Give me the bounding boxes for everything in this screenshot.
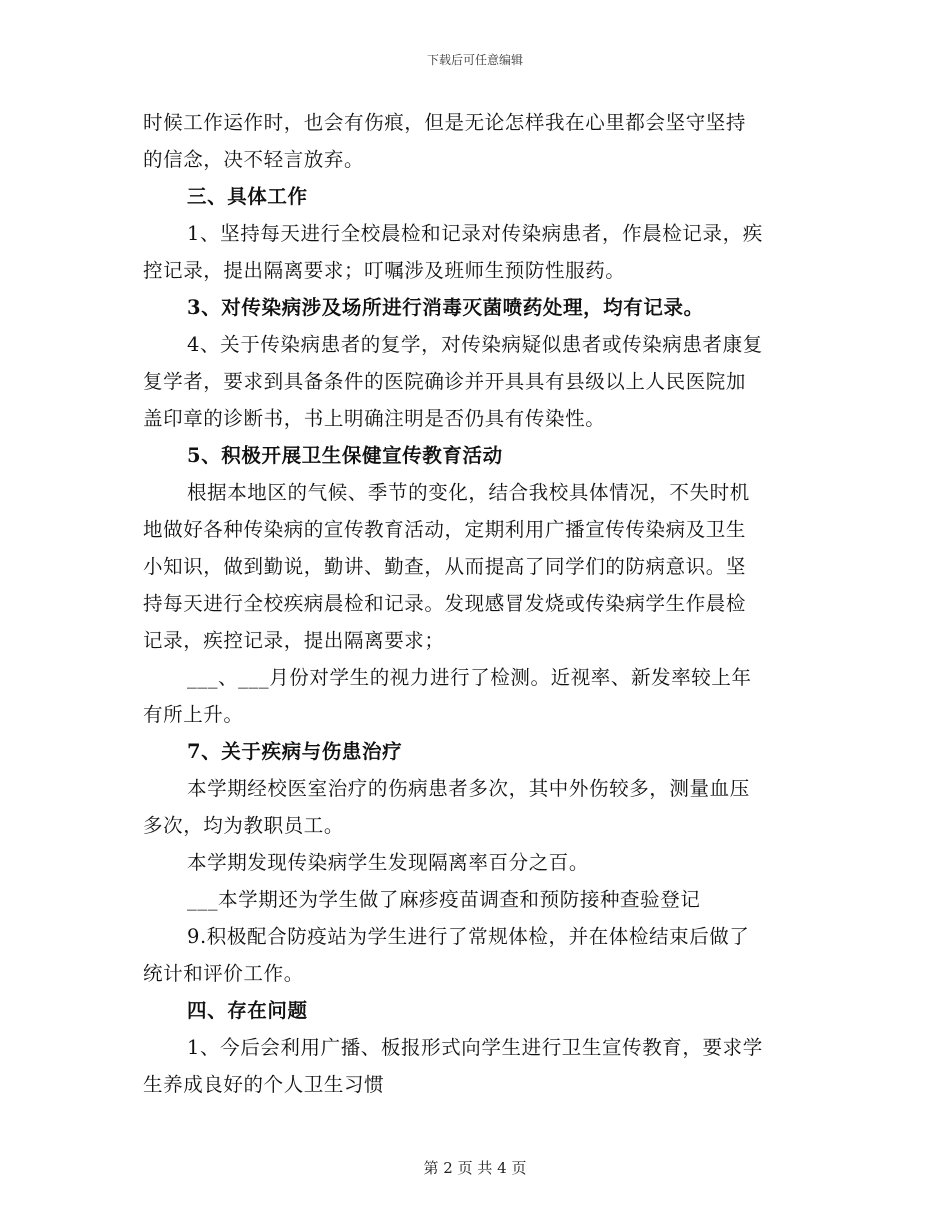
body-text-line: ___、___月份对学生的视力进行了检测。近视率、新发率较上年 <box>187 666 752 689</box>
section-heading: 7、关于疾病与伤患治疗 <box>187 740 403 763</box>
page-number: 第 2 页 共 4 页 <box>423 1159 527 1177</box>
body-text-line: 地做好各种传染病的宣传教育活动，定期利用广播宣传传染病及卫生 <box>143 518 747 541</box>
page-header: 下载后可任意编辑 <box>426 53 523 67</box>
body-text-line: ___本学期还为学生做了麻疹疫苗调查和预防接种查验登记 <box>187 888 701 911</box>
body-text-line: 记录，疾控记录，提出隔离要求； <box>143 629 445 652</box>
body-text-line: 小知识，做到勤说，勤讲、勤查，从而提高了同学们的防病意识。坚 <box>143 555 747 578</box>
body-text-line: 4、关于传染病患者的复学，对传染病疑似患者或传染病患者康复 <box>187 333 763 356</box>
section-heading: 四、存在问题 <box>187 999 308 1022</box>
section-heading: 三、具体工作 <box>187 185 308 208</box>
body-text-line: 本学期发现传染病学生发现隔离率百分之百。 <box>187 851 590 874</box>
body-text-line: 1、今后会利用广播、板报形式向学生进行卫生宣传教育，要求学 <box>187 1036 763 1059</box>
body-text-line: 控记录，提出隔离要求；叮嘱涉及班师生预防性服药。 <box>143 259 626 282</box>
body-text-line: 的信念，决不轻言放弃。 <box>143 148 365 171</box>
document-body <box>143 104 808 1103</box>
body-text-line: 多次，均为教职员工。 <box>143 814 345 837</box>
section-heading: 3、对传染病涉及场所进行消毒灭菌喷药处理，均有记录。 <box>187 296 704 319</box>
body-text-line: 1、坚持每天进行全校晨检和记录对传染病患者，作晨检记录，疾 <box>187 222 763 245</box>
body-text-line: 复学者，要求到具备条件的医院确诊并开具具有县级以上人民医院加 <box>143 370 747 393</box>
body-text-line: 统计和评价工作。 <box>143 962 304 985</box>
body-text-line: 本学期经校医室治疗的伤病患者多次，其中外伤较多，测量血压 <box>187 777 750 800</box>
section-heading: 5、积极开展卫生保健宣传教育活动 <box>187 444 503 467</box>
body-text-line: 根据本地区的气候、季节的变化，结合我校具体情况，不失时机 <box>187 481 750 504</box>
body-text-line: 9.积极配合防疫站为学生进行了常规体检，并在体检结束后做了 <box>187 925 750 948</box>
body-text-line: 盖印章的诊断书，书上明确注明是否仍具有传染性。 <box>143 407 606 430</box>
body-text-line: 生养成良好的个人卫生习惯 <box>143 1073 385 1096</box>
body-text-line: 持每天进行全校疾病晨检和记录。发现感冒发烧或传染病学生作晨检 <box>143 592 747 615</box>
body-text-line: 有所上升。 <box>143 703 244 726</box>
body-text-line: 时候工作运作时，也会有伤痕，但是无论怎样我在心里都会坚守坚持 <box>143 111 747 134</box>
